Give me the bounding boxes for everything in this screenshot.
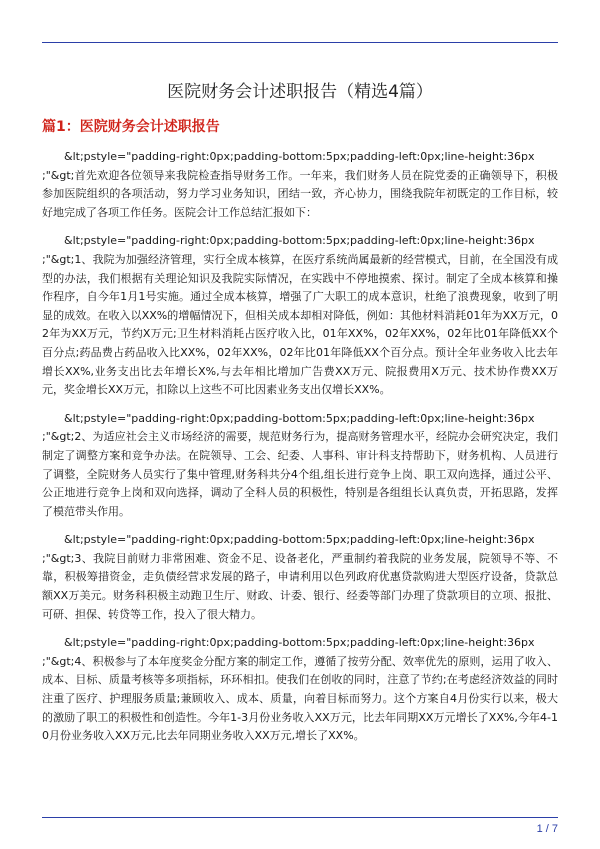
- paragraph-text: ;"&gt;1、我院为加强经济管理，实行全成本核算，在医疗系统尚属最新的经营模式，目前，在全国没有成型的办法，我们根据有关理论知识及我院实际情况，在实践中不停地摸索、探讨。制定了全成本核算和操作程序，自今年1月1号实施。通过全成本核算，增强了广大职工的成本意识，杜绝了浪费现象，收到了明显的成效。在收入以XX%的增幅情况下，但相关成本却相对降低，例如：其他材料消耗01年为XX万元，02年为XX万元，节约X万元;卫生材料消耗占医疗收入比，01年XX%，02年XX%，02年比01年降低XX个百分点;药品费占药品收入比XX%，02年XX%，02年比01年降低XX个百分点。预计全年业务收入比去年增长XX%,业务支出比去年增长X%,与去年相比增加广告费XX万元、院报费用X万元、技术协作费XX万元，奖金增长XX万元，扣除以上这些不可比因素业务支出仅增长XX%。: [42, 252, 558, 397]
- paragraph-text: ;"&gt;2、为适应社会主义市场经济的需要，规范财务行为，提高财务管理水平，经院办会研究决定，我们制定了调整方案和竞争办法。在院领导、工会、纪委、人事科、审计科支持帮助下，财务机构、人员进行了调整，全院财务人员实行了集中管理,财务科共分4个组,组长进行竞争上岗、职工双向选择，通过公平、公正地进行竞争上岗和双向选择，调动了全科人员的积极性，特别是各组组长认真负责，开拓思路，发挥了模范带头作用。: [42, 430, 558, 518]
- paragraph: [42, 531, 558, 624]
- footer-rule: [42, 817, 558, 818]
- paragraph: [42, 410, 558, 522]
- paragraph: [42, 634, 558, 746]
- paragraph: [42, 232, 558, 399]
- paragraph-style-line: &lt;pstyle="padding-right:0px;padding-bottom:5px;padding-left:0px;line-height:36px: [64, 234, 535, 248]
- paragraph-style-line: &lt;pstyle="padding-right:0px;padding-bottom:5px;padding-left:0px;line-height:36px: [64, 411, 535, 425]
- header-rule: [42, 42, 558, 43]
- paragraph-text: ;"&gt;4、积极参与了本年度奖金分配方案的制定工作，遵循了按劳分配、效率优先的原则，运用了收入、成本、目标、质量考核等多项指标，环环相扣。使我们在创收的同时，注意了节约;在考虑经济效益的同时注重了医疗、护理服务质量;兼顾收入、成本、质量，向着目标而努力。这个方案自4月份实行以来，极大的激励了职工的积极性和创造性。今年1-3月份业务收入XX万元，比去年同期XX万元增长了XX%,今年4-10月份业务收入XX万元,比去年同期业务收入XX万元,增长了XX%。: [42, 654, 558, 743]
- paragraph-text: ;"&gt;3、我院目前财力非常困难、资金不足、设备老化，严重制约着我院的业务发展，院领导不等、不靠，积极筹措资金，走负债经营求发展的路子，申请利用以色列政府优惠贷款购进大型医疗设备，贷款总额XX万美元。财务科积极主动跑卫生厅、财政、计委、银行、经委等部门办理了贷款项目的立项、报批、可研、担保、转贷等工作，投入了很大精力。: [42, 551, 558, 621]
- document-title: 医院财务会计述职报告（精选4篇）: [167, 82, 433, 102]
- paragraph-style-line: &lt;pstyle="padding-right:0px;padding-bottom:5px;padding-left:0px;line-height:36px: [64, 150, 535, 163]
- page-number: 1 / 7: [536, 823, 558, 835]
- document-body: [42, 148, 558, 756]
- paragraph-text: ;"&gt;首先欢迎各位领导来我院检查指导财务工作。一年来，我们财务人员在院党委的正确领导下，积极参加医院组织的各项活动，努力学习业务知识，团结一致，齐心协力，围绕我院年初既定的工作目标，较好地完成了各项工作任务。医院会计工作总结汇报如下：: [42, 168, 558, 219]
- paragraph: [42, 148, 558, 222]
- section-heading: 篇1：医院财务会计述职报告: [42, 119, 220, 135]
- paragraph-style-line: &lt;pstyle="padding-right:0px;padding-bottom:5px;padding-left:0px;line-height:36px: [64, 636, 535, 650]
- paragraph-style-line: &lt;pstyle="padding-right:0px;padding-bottom:5px;padding-left:0px;line-height:36px: [64, 533, 535, 547]
